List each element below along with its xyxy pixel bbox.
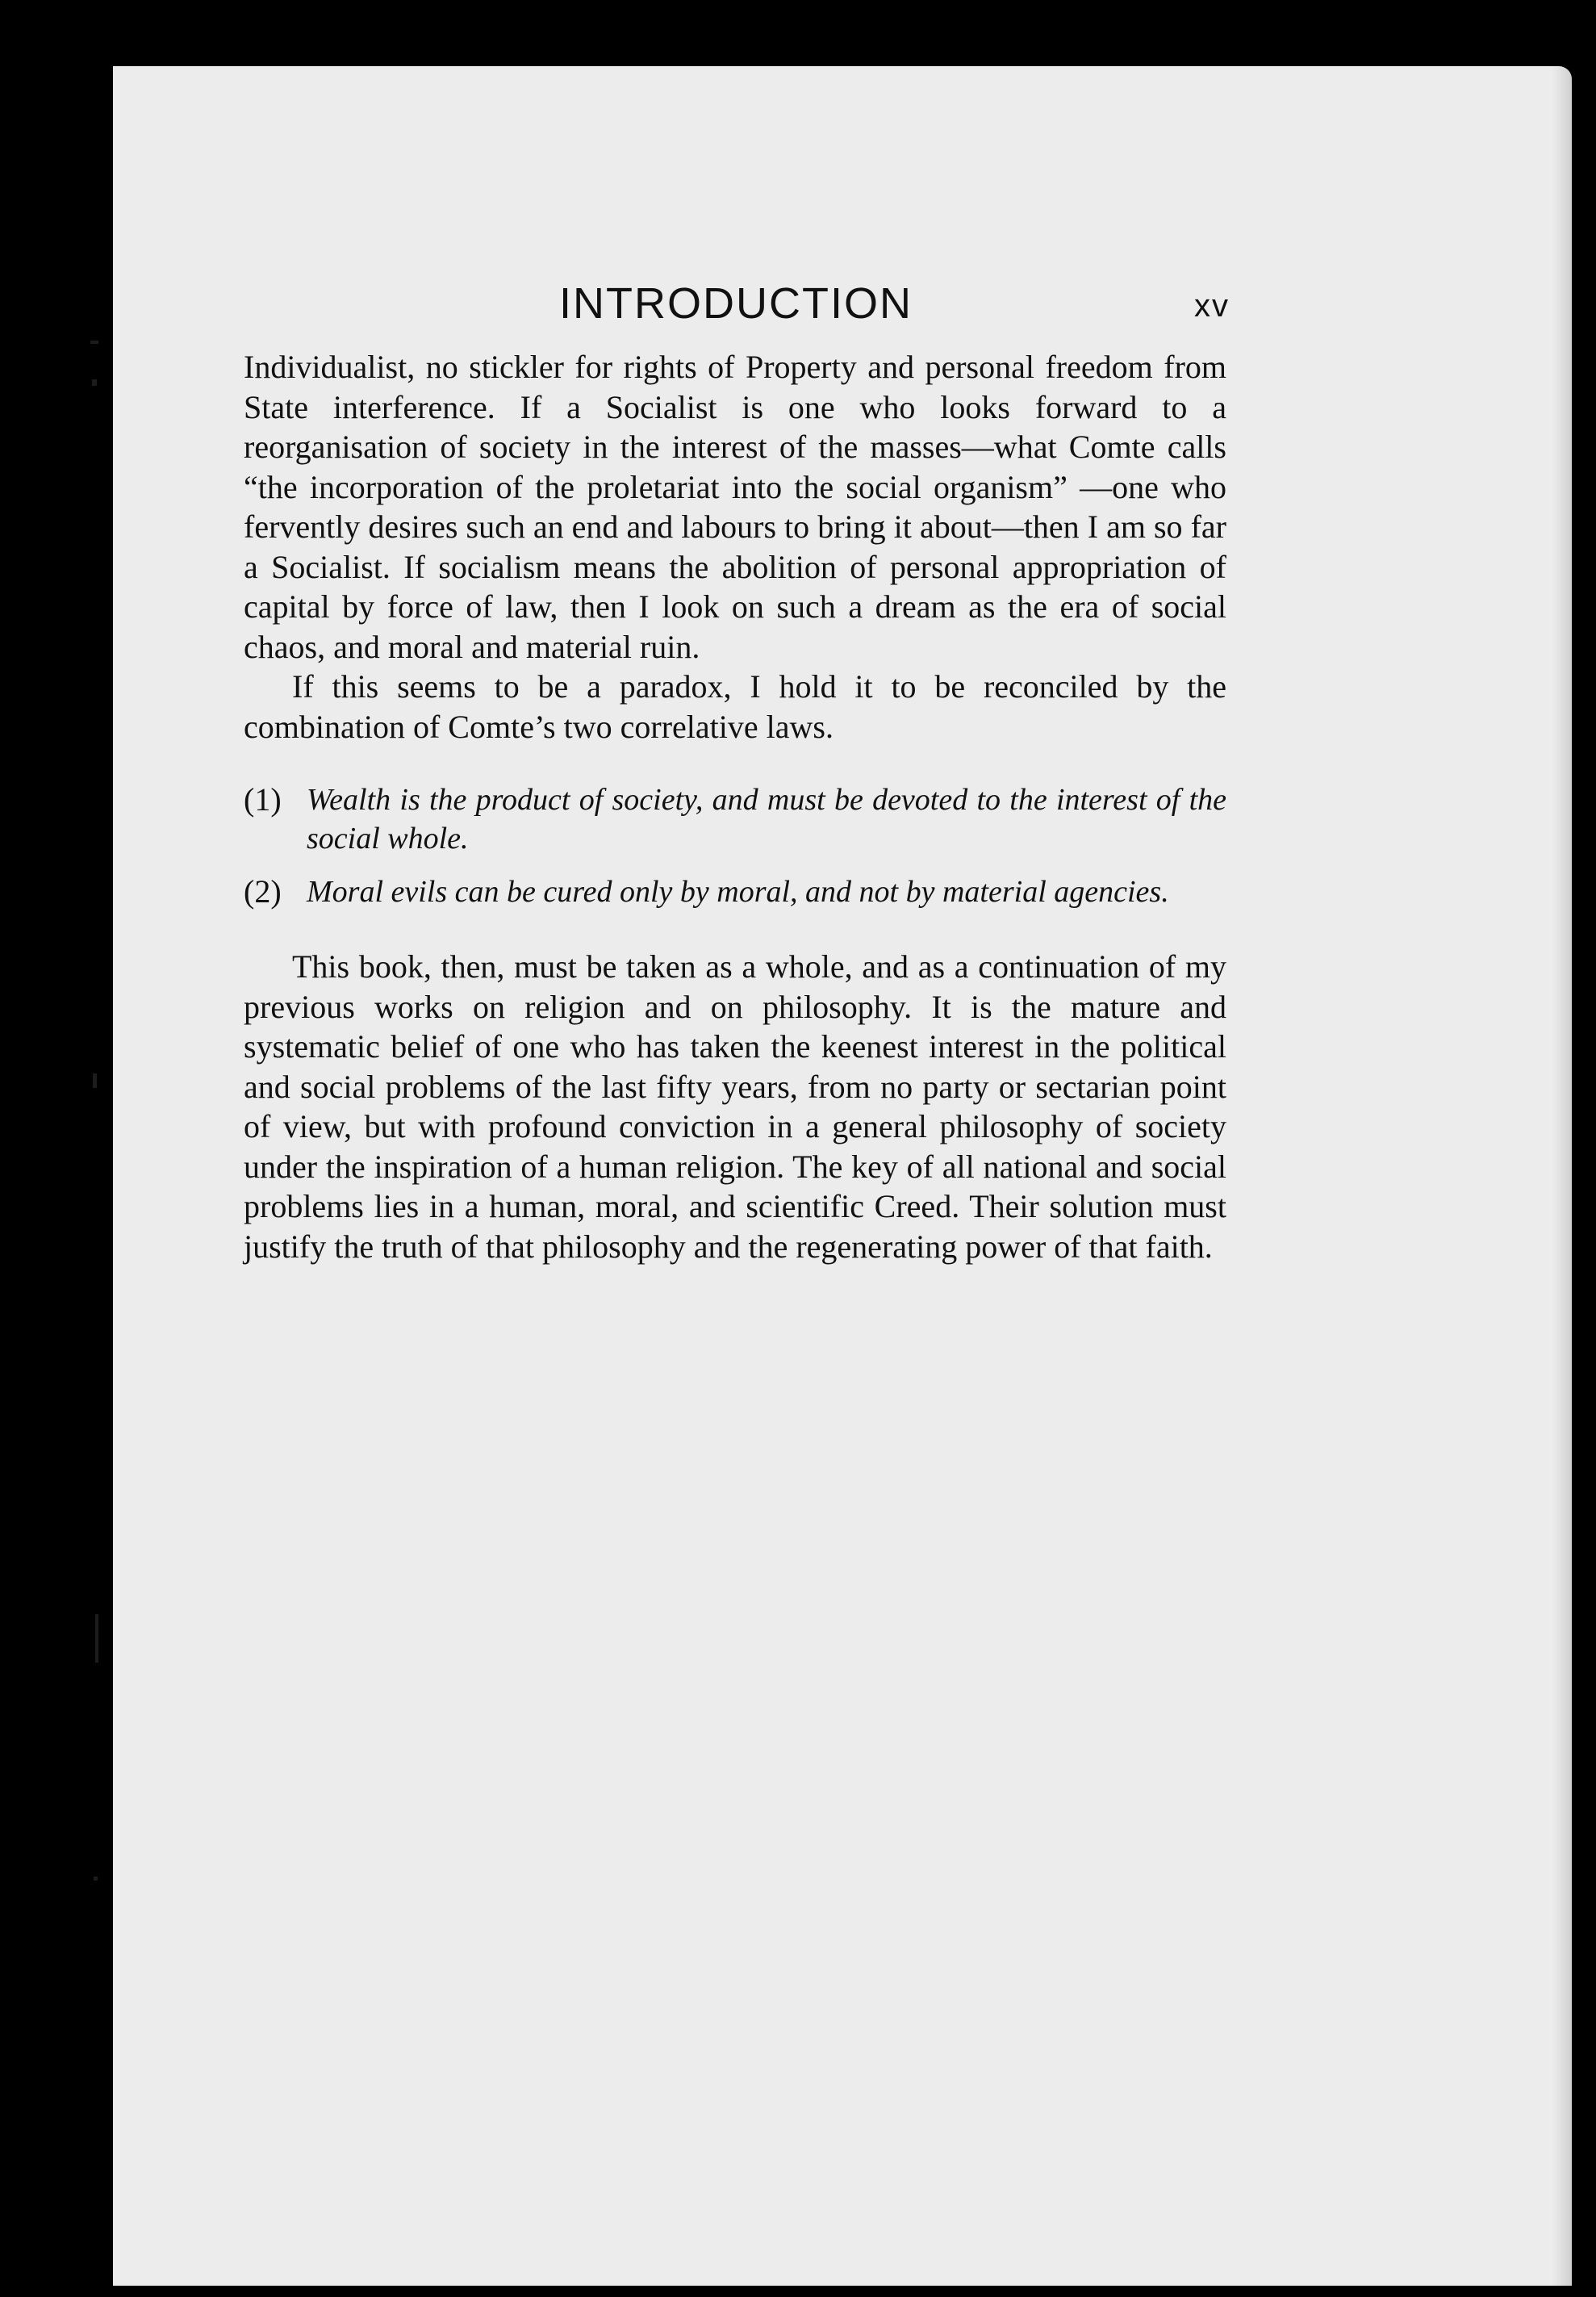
paragraph: This book, then, must be taken as a whole, and as a continuation of my previous works on religion and on philosophy. It is the mature and systematic belief of one who has taken the keenest interest in the political and social problems of the last fifty years, from no party or sectarian point of view, but with profound conviction in a general philosophy of society under the inspiration of a human religion. The key of all national and social problems lies in a human, moral, and scientific Creed. Their solution must justify the truth of that philosophy and the regenerating power of that faith. (244, 948, 1226, 1265)
paragraph: Individualist, no stickler for rights of Property and personal freedom from State interference. If a Socialist is one who looks forward to a reorganisation of society in the interest of the masses—what Comte calls “the incorporation of the proletariat into the social organism” —one who fervently desires such an end and labours to bring it about—then I am so far a Socialist. If socialism means the abolition of personal appropriation of capital by force of law, then I look on such a dream as the era of social chaos, and moral and material ruin. (244, 349, 1226, 665)
law-item (244, 780, 1226, 858)
law-text: Moral evils can be cured only by moral, and not by material agencies. (307, 875, 1169, 909)
paragraph: If this seems to be a paradox, I hold it to be reconciled by the combination of Comte’s two correlative laws. (244, 668, 1226, 745)
page-text (244, 347, 1226, 1266)
law-number: (1) (244, 781, 282, 818)
margin-mark (90, 341, 98, 344)
margin-mark (95, 1614, 98, 1663)
page-header (242, 278, 1230, 343)
page-number: xv (1194, 288, 1230, 324)
law-text: Wealth is the product of society, and must be devoted to the interest of the social whole. (307, 783, 1226, 856)
law-item (244, 872, 1226, 911)
running-head: INTRODUCTION (559, 279, 913, 328)
law-number: (2) (244, 873, 282, 910)
margin-mark (93, 1073, 97, 1088)
laws-list (244, 780, 1226, 911)
margin-mark (92, 379, 97, 386)
margin-mark (94, 1877, 98, 1881)
